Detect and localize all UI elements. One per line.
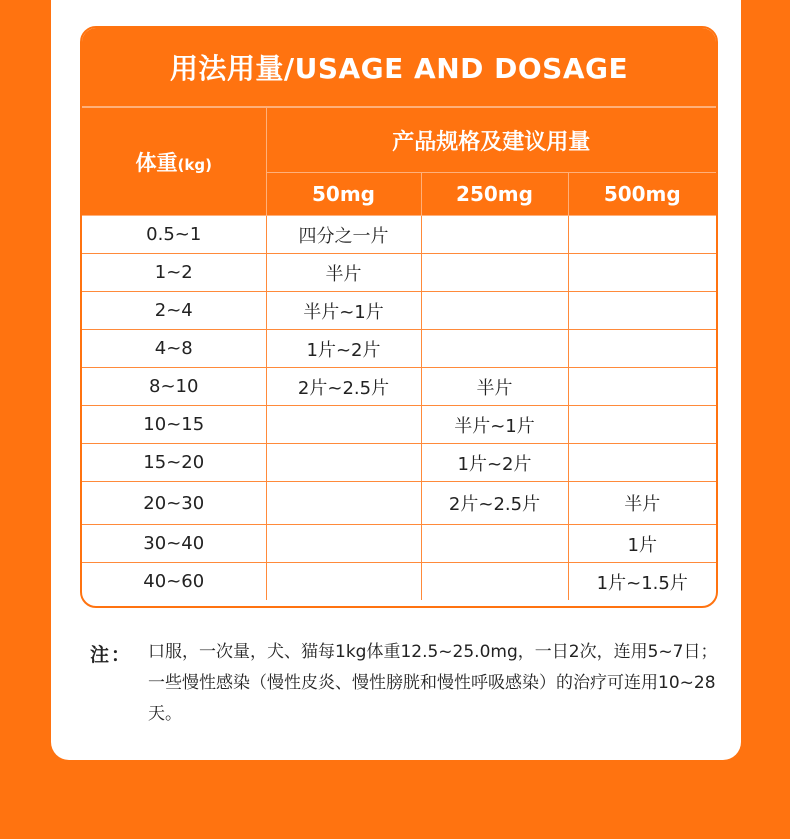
table-row [82, 406, 716, 444]
dose-cell [568, 444, 716, 482]
dose-cell [568, 368, 716, 406]
dose-cell [266, 563, 421, 601]
usage-note [90, 640, 730, 730]
weight-header-label: 体重 [135, 150, 178, 175]
table-row [82, 216, 716, 254]
dose-cell: 1片~2片 [266, 330, 421, 368]
spec-group-header: 产品规格及建议用量 [266, 108, 716, 173]
dose-cell [421, 525, 568, 563]
dose-cell: 2片~2.5片 [421, 482, 568, 525]
dose-cell [266, 525, 421, 563]
table-row [82, 563, 716, 601]
dose-cell [568, 406, 716, 444]
dose-header-50mg: 50mg [266, 173, 421, 216]
dose-cell [421, 216, 568, 254]
table-row [82, 525, 716, 563]
weight-cell: 1~2 [82, 254, 266, 292]
table-title: 用法用量/USAGE AND DOSAGE [82, 28, 716, 107]
weight-cell: 8~10 [82, 368, 266, 406]
dose-cell: 半片~1片 [421, 406, 568, 444]
dose-cell [421, 254, 568, 292]
table-row [82, 444, 716, 482]
note-text: 口服，一次量，犬、猫每1kg体重12.5~25.0mg，一日2次，连用5~7日；一些慢性感染（慢性皮炎、慢性膀胱和慢性呼吸感染）的治疗可连用10~28天。 [148, 642, 718, 724]
table-row [82, 254, 716, 292]
dose-cell [568, 292, 716, 330]
dose-cell: 半片~1片 [266, 292, 421, 330]
dose-cell: 半片 [421, 368, 568, 406]
table-row [82, 292, 716, 330]
dosage-grid [82, 107, 716, 600]
note-label: 注： [90, 644, 133, 666]
weight-cell: 4~8 [82, 330, 266, 368]
weight-cell: 15~20 [82, 444, 266, 482]
table-row [82, 330, 716, 368]
dose-cell [421, 330, 568, 368]
dose-cell [568, 216, 716, 254]
table-row [82, 368, 716, 406]
dose-cell: 半片 [266, 254, 421, 292]
dose-cell: 半片 [568, 482, 716, 525]
weight-cell: 30~40 [82, 525, 266, 563]
weight-cell: 20~30 [82, 482, 266, 525]
weight-cell: 40~60 [82, 563, 266, 601]
dose-cell [421, 563, 568, 601]
dose-cell [266, 482, 421, 525]
weight-cell: 2~4 [82, 292, 266, 330]
dose-cell [266, 444, 421, 482]
weight-cell: 10~15 [82, 406, 266, 444]
weight-header-unit: (kg) [177, 155, 212, 174]
dose-header-250mg: 250mg [421, 173, 568, 216]
table-row [82, 482, 716, 525]
dose-header-500mg: 500mg [568, 173, 716, 216]
dose-cell [568, 254, 716, 292]
dosage-table [80, 26, 718, 608]
weight-header [82, 108, 266, 216]
dose-cell: 2片~2.5片 [266, 368, 421, 406]
dose-cell: 1片 [568, 525, 716, 563]
dose-cell: 1片~2片 [421, 444, 568, 482]
dose-cell [421, 292, 568, 330]
dose-cell: 1片~1.5片 [568, 563, 716, 601]
weight-cell: 0.5~1 [82, 216, 266, 254]
dose-cell: 四分之一片 [266, 216, 421, 254]
dose-cell [568, 330, 716, 368]
dose-cell [266, 406, 421, 444]
